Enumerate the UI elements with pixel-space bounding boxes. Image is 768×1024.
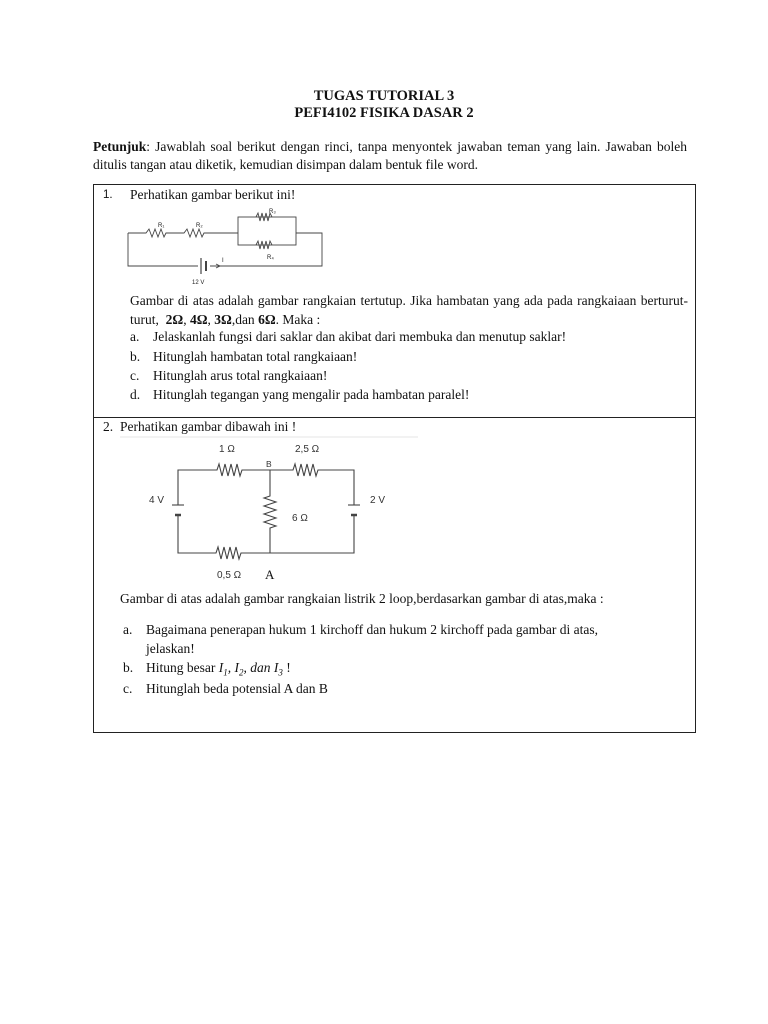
item-text: Hitung besar xyxy=(146,660,216,675)
question-1-number: 1. xyxy=(103,189,113,201)
item-letter: d. xyxy=(130,387,141,402)
question-2-paragraph: Gambar di atas adalah gambar rangkaian listrik 2 loop,berdasarkan gambar di atas,maka : xyxy=(120,591,604,606)
r4-label: R₄ xyxy=(267,255,274,261)
value-3-ohm: 3Ω xyxy=(214,312,232,327)
item-letter: a. xyxy=(123,622,133,637)
math-i1: $I_1$, $I_2$, dan $I_3$ xyxy=(218,660,283,678)
item-letter: b. xyxy=(130,349,141,364)
question-2-number: 2. xyxy=(103,419,114,434)
item-text: Hitunglah hambatan total rangkaiaan! xyxy=(153,349,358,364)
r-bottom-label: 0,5 Ω xyxy=(217,570,242,581)
instructions xyxy=(93,138,687,174)
math-var: I xyxy=(273,660,279,675)
question-2-item-c xyxy=(123,681,328,697)
course-code: PEFI4102 FISIKA DASAR 2 xyxy=(294,105,474,121)
item-text: Bagaimana penerapan hukum 1 kirchoff dan hukum 2 kirchoff pada gambar di atas, xyxy=(146,622,598,637)
math-sub: 2 xyxy=(238,667,244,678)
item-text: Hitunglah arus total rangkaiaan! xyxy=(153,368,328,383)
math-sub: 1 xyxy=(223,667,228,678)
question-2-prompt: Perhatikan gambar dibawah ini ! xyxy=(120,419,297,434)
question-1-item-c xyxy=(130,368,327,384)
question-1-item-b xyxy=(130,349,357,365)
item-text: Hitunglah tegangan yang mengalir pada hambatan paralel! xyxy=(153,387,470,402)
v-left-label: 4 V xyxy=(149,495,165,506)
value-4-ohm: 4Ω xyxy=(189,312,208,327)
current-label: I xyxy=(222,258,224,264)
math-var: I xyxy=(218,660,224,675)
math-dan: dan xyxy=(250,660,271,675)
math-sub: 3 xyxy=(278,667,283,678)
math-var: I xyxy=(234,660,239,675)
q1-paragraph-text: Gambar di atas adalah gambar rangkaian tertutup. Jika hambatan yang ada pada rangkaiaan berturut-turut, xyxy=(130,293,688,327)
question-1-paragraph xyxy=(130,291,688,329)
circuit-2-diagram xyxy=(120,436,420,584)
circuit-1-diagram xyxy=(126,203,326,293)
question-2-item-a-line2: jelaskan! xyxy=(146,641,195,656)
voltage-label: 12 V xyxy=(192,280,205,286)
item-letter: c. xyxy=(123,681,133,696)
item-letter: a. xyxy=(130,329,140,344)
item-letter: b. xyxy=(123,660,134,675)
question-1-item-a xyxy=(130,329,566,345)
node-b-label: B xyxy=(266,459,272,469)
r3-label: R₃ xyxy=(269,209,276,215)
item-text: Jelaskanlah fungsi dari saklar dan akibat dari membuka dan menutup saklar! xyxy=(153,329,567,344)
item-letter: c. xyxy=(130,368,140,383)
math-end: ! xyxy=(286,660,291,675)
question-2-item-a-line1 xyxy=(123,622,598,638)
r-top-left-label: 1 Ω xyxy=(219,444,235,455)
r-middle-label: 6 Ω xyxy=(292,513,308,524)
maka-text: . Maka : xyxy=(275,312,321,327)
v-right-label: 2 V xyxy=(370,495,386,506)
node-a-label: A xyxy=(265,567,275,582)
sep: , xyxy=(207,312,215,327)
value-2-ohm: 2Ω xyxy=(165,312,184,327)
item-text: Hitunglah beda potensial A dan B xyxy=(146,681,328,696)
question-2-item-b xyxy=(123,660,291,678)
r-top-right-label: 2,5 Ω xyxy=(295,444,320,455)
sep: , xyxy=(183,312,190,327)
instructions-label: Petunjuk xyxy=(93,139,147,154)
sep: ,dan xyxy=(231,312,259,327)
question-1-item-d xyxy=(130,387,469,403)
r1-label: R₁ xyxy=(158,223,165,229)
instructions-text: : Jawablah soal berikut dengan rinci, tanpa menyontek jawaban teman yang lain. Jawaban boleh ditulis tangan atau diketik, kemudian disimpan dalam bentuk file word. xyxy=(93,139,687,172)
question-1-prompt: Perhatikan gambar berikut ini! xyxy=(130,187,296,202)
r2-label: R₂ xyxy=(196,223,203,229)
page-title: TUGAS TUTORIAL 3 xyxy=(313,88,455,104)
value-6-ohm: 6Ω xyxy=(258,312,276,327)
